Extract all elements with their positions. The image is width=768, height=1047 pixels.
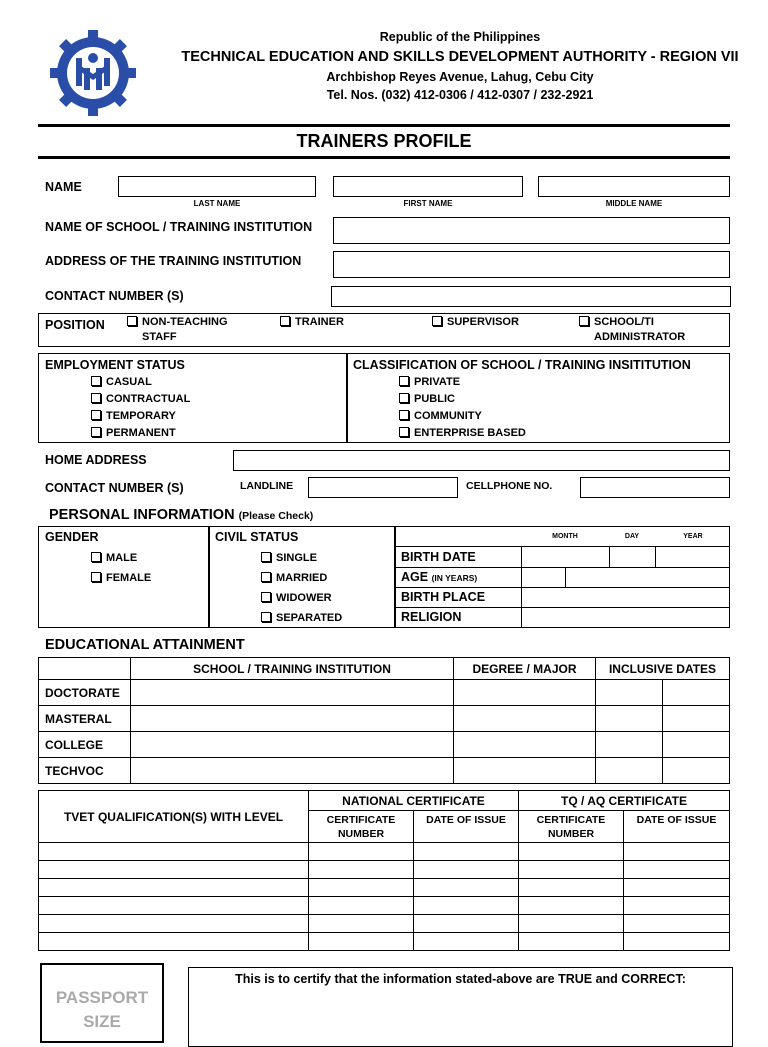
techvoc-to-cell[interactable] [663, 758, 730, 784]
tesda-logo [48, 28, 138, 118]
tvet-cell[interactable] [309, 843, 414, 861]
nc-date-issue-header: DATE OF ISSUE [414, 811, 519, 843]
checkbox-icon [261, 552, 271, 562]
tvet-cell[interactable] [624, 897, 730, 915]
birth-month-field[interactable] [522, 547, 609, 567]
education-header-row [39, 658, 730, 680]
tvet-cell[interactable] [414, 915, 519, 933]
tvet-cell[interactable] [624, 843, 730, 861]
checkbox-icon [432, 316, 442, 326]
school-name-field[interactable] [333, 217, 730, 244]
gender-label: GENDER [45, 530, 99, 544]
checkbox-icon [399, 410, 409, 420]
form-title: TRAINERS PROFILE [296, 131, 472, 151]
checkbox-icon [399, 427, 409, 437]
certification-text: This is to certify that the information stated-above are TRUE and CORRECT: [235, 972, 686, 986]
birth-date-label: BIRTH DATE [401, 550, 476, 564]
education-col-school: SCHOOL / TRAINING INSTITUTION [131, 658, 454, 680]
table-row [39, 732, 730, 758]
tvet-cell[interactable] [519, 897, 624, 915]
gender-male[interactable]: MALE [91, 550, 137, 566]
tvet-qual-header: TVET QUALIFICATION(S) WITH LEVEL [39, 791, 309, 843]
table-row [39, 843, 730, 861]
age-divider [565, 567, 566, 587]
name-label: NAME [45, 180, 82, 194]
title-top-rule [38, 124, 730, 127]
position-administrator[interactable]: SCHOOL/TI ADMINISTRATOR [579, 315, 685, 345]
position-trainer[interactable]: TRAINER [280, 315, 344, 330]
tvet-table [38, 790, 730, 951]
doctorate-from-cell[interactable] [596, 680, 663, 706]
age-note: (IN YEARS) [431, 573, 478, 583]
education-col-degree: DEGREE / MAJOR [454, 658, 596, 680]
school-contact-label: CONTACT NUMBER (S) [45, 289, 184, 303]
checkbox-icon [399, 376, 409, 386]
header-republic: Republic of the Philippines [379, 30, 541, 44]
college-degree-cell[interactable] [454, 732, 596, 758]
tvet-cell[interactable] [309, 861, 414, 879]
passport-size-label: PASSPORT SIZE [55, 988, 149, 1031]
checkbox-icon [280, 316, 290, 326]
doctorate-school-cell[interactable] [131, 680, 454, 706]
school-name-label: NAME OF SCHOOL / TRAINING INSTITUTION [45, 220, 313, 234]
tvet-cell[interactable] [309, 915, 414, 933]
landline-label: LANDLINE [240, 480, 294, 492]
position-label: POSITION [45, 318, 105, 332]
employment-permanent[interactable]: PERMANENT [91, 425, 176, 441]
table-row [39, 680, 730, 706]
tvet-header-row-1 [39, 791, 730, 811]
personal-divider-1 [208, 526, 210, 628]
college-to-cell[interactable] [663, 732, 730, 758]
school-address-field[interactable] [333, 251, 730, 278]
employment-divider [346, 353, 348, 443]
tvet-qual-cell[interactable] [39, 879, 309, 897]
home-contact-label: CONTACT NUMBER (S) [45, 481, 184, 495]
position-supervisor[interactable]: SUPERVISOR [432, 315, 519, 330]
home-address-field[interactable] [233, 450, 730, 471]
tvet-cell[interactable] [309, 879, 414, 897]
tvet-qual-cell[interactable] [39, 915, 309, 933]
position-non-teaching[interactable]: NON-TEACHING STAFF [127, 315, 228, 345]
civil-married[interactable]: MARRIED [261, 570, 327, 586]
table-row [39, 861, 730, 879]
classification-public[interactable]: PUBLIC [399, 391, 455, 407]
checkbox-icon [91, 552, 101, 562]
education-table [38, 657, 730, 784]
techvoc-from-cell[interactable] [596, 758, 663, 784]
classification-community[interactable]: COMMUNITY [399, 408, 482, 424]
education-title: EDUCATIONAL ATTAINMENT [45, 637, 245, 653]
birth-year-field[interactable] [656, 547, 730, 567]
middle-name-field[interactable] [538, 176, 730, 197]
age-label: AGE (IN YEARS) [401, 570, 478, 584]
tvet-qual-cell[interactable] [39, 933, 309, 951]
last-name-field[interactable] [118, 176, 316, 197]
table-row [39, 706, 730, 732]
classification-label: CLASSIFICATION OF SCHOOL / TRAINING INSITITUTION [353, 358, 691, 372]
tvet-cell[interactable] [414, 861, 519, 879]
birth-day-field[interactable] [610, 547, 655, 567]
day-caption: DAY [624, 533, 640, 540]
first-name-field[interactable] [333, 176, 523, 197]
doctorate-degree-cell[interactable] [454, 680, 596, 706]
tq-date-issue-header: DATE OF ISSUE [624, 811, 730, 843]
college-from-cell[interactable] [596, 732, 663, 758]
tq-cert-number-header: CERTIFICATE NUMBER [519, 811, 624, 843]
tvet-qual-cell[interactable] [39, 897, 309, 915]
header-address: Archbishop Reyes Avenue, Lahug, Cebu City [326, 70, 594, 84]
tvet-cell[interactable] [414, 843, 519, 861]
tvet-cell[interactable] [624, 879, 730, 897]
cellphone-label: CELLPHONE NO. [466, 480, 553, 492]
education-col-dates: INCLUSIVE DATES [596, 658, 730, 680]
last-name-caption: LAST NAME [193, 199, 241, 208]
month-caption: MONTH [552, 533, 578, 540]
education-row-label: TECHVOC [39, 758, 131, 784]
table-row [39, 879, 730, 897]
tvet-cell[interactable] [309, 933, 414, 951]
birth-place-field[interactable] [522, 588, 730, 607]
tvet-qual-cell[interactable] [39, 843, 309, 861]
school-address-label: ADDRESS OF THE TRAINING INSTITUTION [45, 254, 302, 268]
gender-female[interactable]: FEMALE [91, 570, 151, 586]
tvet-qual-cell[interactable] [39, 861, 309, 879]
religion-field[interactable] [522, 608, 730, 627]
tvet-cell[interactable] [519, 915, 624, 933]
birth-place-label: BIRTH PLACE [401, 590, 486, 604]
techvoc-degree-cell[interactable] [454, 758, 596, 784]
checkbox-icon [579, 316, 589, 326]
college-school-cell[interactable] [131, 732, 454, 758]
tvet-cell[interactable] [414, 879, 519, 897]
tvet-cell[interactable] [519, 879, 624, 897]
school-contact-field[interactable] [331, 286, 731, 307]
education-row-label: COLLEGE [39, 732, 131, 758]
checkbox-icon [399, 393, 409, 403]
tvet-cell[interactable] [624, 915, 730, 933]
personal-note: (Please Check) [238, 510, 314, 522]
tvet-cell[interactable] [309, 897, 414, 915]
age-field[interactable] [522, 568, 565, 587]
tvet-nc-header: NATIONAL CERTIFICATE [309, 791, 519, 811]
middle-name-caption: MIDDLE NAME [605, 199, 663, 208]
tvet-cell[interactable] [414, 933, 519, 951]
personal-divider-2 [394, 526, 396, 628]
tvet-cell[interactable] [519, 861, 624, 879]
tvet-cell[interactable] [624, 861, 730, 879]
education-row-label: DOCTORATE [39, 680, 131, 706]
doctorate-to-cell[interactable] [663, 680, 730, 706]
checkbox-icon [91, 376, 101, 386]
personal-title: PERSONAL INFORMATION (Please Check) [49, 507, 314, 523]
cellphone-field[interactable] [580, 477, 730, 498]
checkbox-icon [261, 572, 271, 582]
tvet-tq-header: TQ / AQ CERTIFICATE [519, 791, 730, 811]
title-bottom-rule [38, 156, 730, 159]
checkbox-icon [261, 612, 271, 622]
home-address-label: HOME ADDRESS [45, 453, 147, 467]
employment-temporary[interactable]: TEMPORARY [91, 408, 176, 424]
employment-label: EMPLOYMENT STATUS [45, 358, 185, 372]
table-row [39, 758, 730, 784]
checkbox-icon [91, 427, 101, 437]
classification-private[interactable]: PRIVATE [399, 374, 460, 390]
civil-separated[interactable]: SEPARATED [261, 610, 342, 626]
education-header-blank [39, 658, 131, 680]
tvet-cell[interactable] [519, 933, 624, 951]
employment-casual[interactable]: CASUAL [91, 374, 152, 390]
classification-enterprise[interactable]: ENTERPRISE BASED [399, 425, 526, 441]
masteral-to-cell[interactable] [663, 706, 730, 732]
tvet-cell[interactable] [519, 843, 624, 861]
landline-field[interactable] [308, 477, 458, 498]
education-row-label: MASTERAL [39, 706, 131, 732]
gear-logo-icon [48, 28, 138, 118]
checkbox-icon [91, 572, 101, 582]
techvoc-school-cell[interactable] [131, 758, 454, 784]
tvet-cell[interactable] [414, 897, 519, 915]
civil-single[interactable]: SINGLE [261, 550, 317, 566]
employment-contractual[interactable]: CONTRACTUAL [91, 391, 190, 407]
checkbox-icon [91, 410, 101, 420]
year-caption: YEAR [683, 533, 703, 540]
tvet-cell[interactable] [624, 933, 730, 951]
checkbox-icon [261, 592, 271, 602]
masteral-degree-cell[interactable] [454, 706, 596, 732]
table-row [39, 915, 730, 933]
civil-status-label: CIVIL STATUS [215, 530, 299, 544]
table-row [39, 897, 730, 915]
masteral-from-cell[interactable] [596, 706, 663, 732]
nc-cert-number-header: CERTIFICATE NUMBER [309, 811, 414, 843]
religion-label: RELIGION [401, 610, 462, 624]
header-tel: Tel. Nos. (032) 412-0306 / 412-0307 / 232-2921 [326, 88, 594, 102]
civil-widower[interactable]: WIDOWER [261, 590, 332, 606]
header-agency: TECHNICAL EDUCATION AND SKILLS DEVELOPMENT AUTHORITY - REGION VII [181, 49, 739, 65]
checkbox-icon [91, 393, 101, 403]
masteral-school-cell[interactable] [131, 706, 454, 732]
table-row [39, 933, 730, 951]
first-name-caption: FIRST NAME [403, 199, 453, 208]
checkbox-icon [127, 316, 137, 326]
